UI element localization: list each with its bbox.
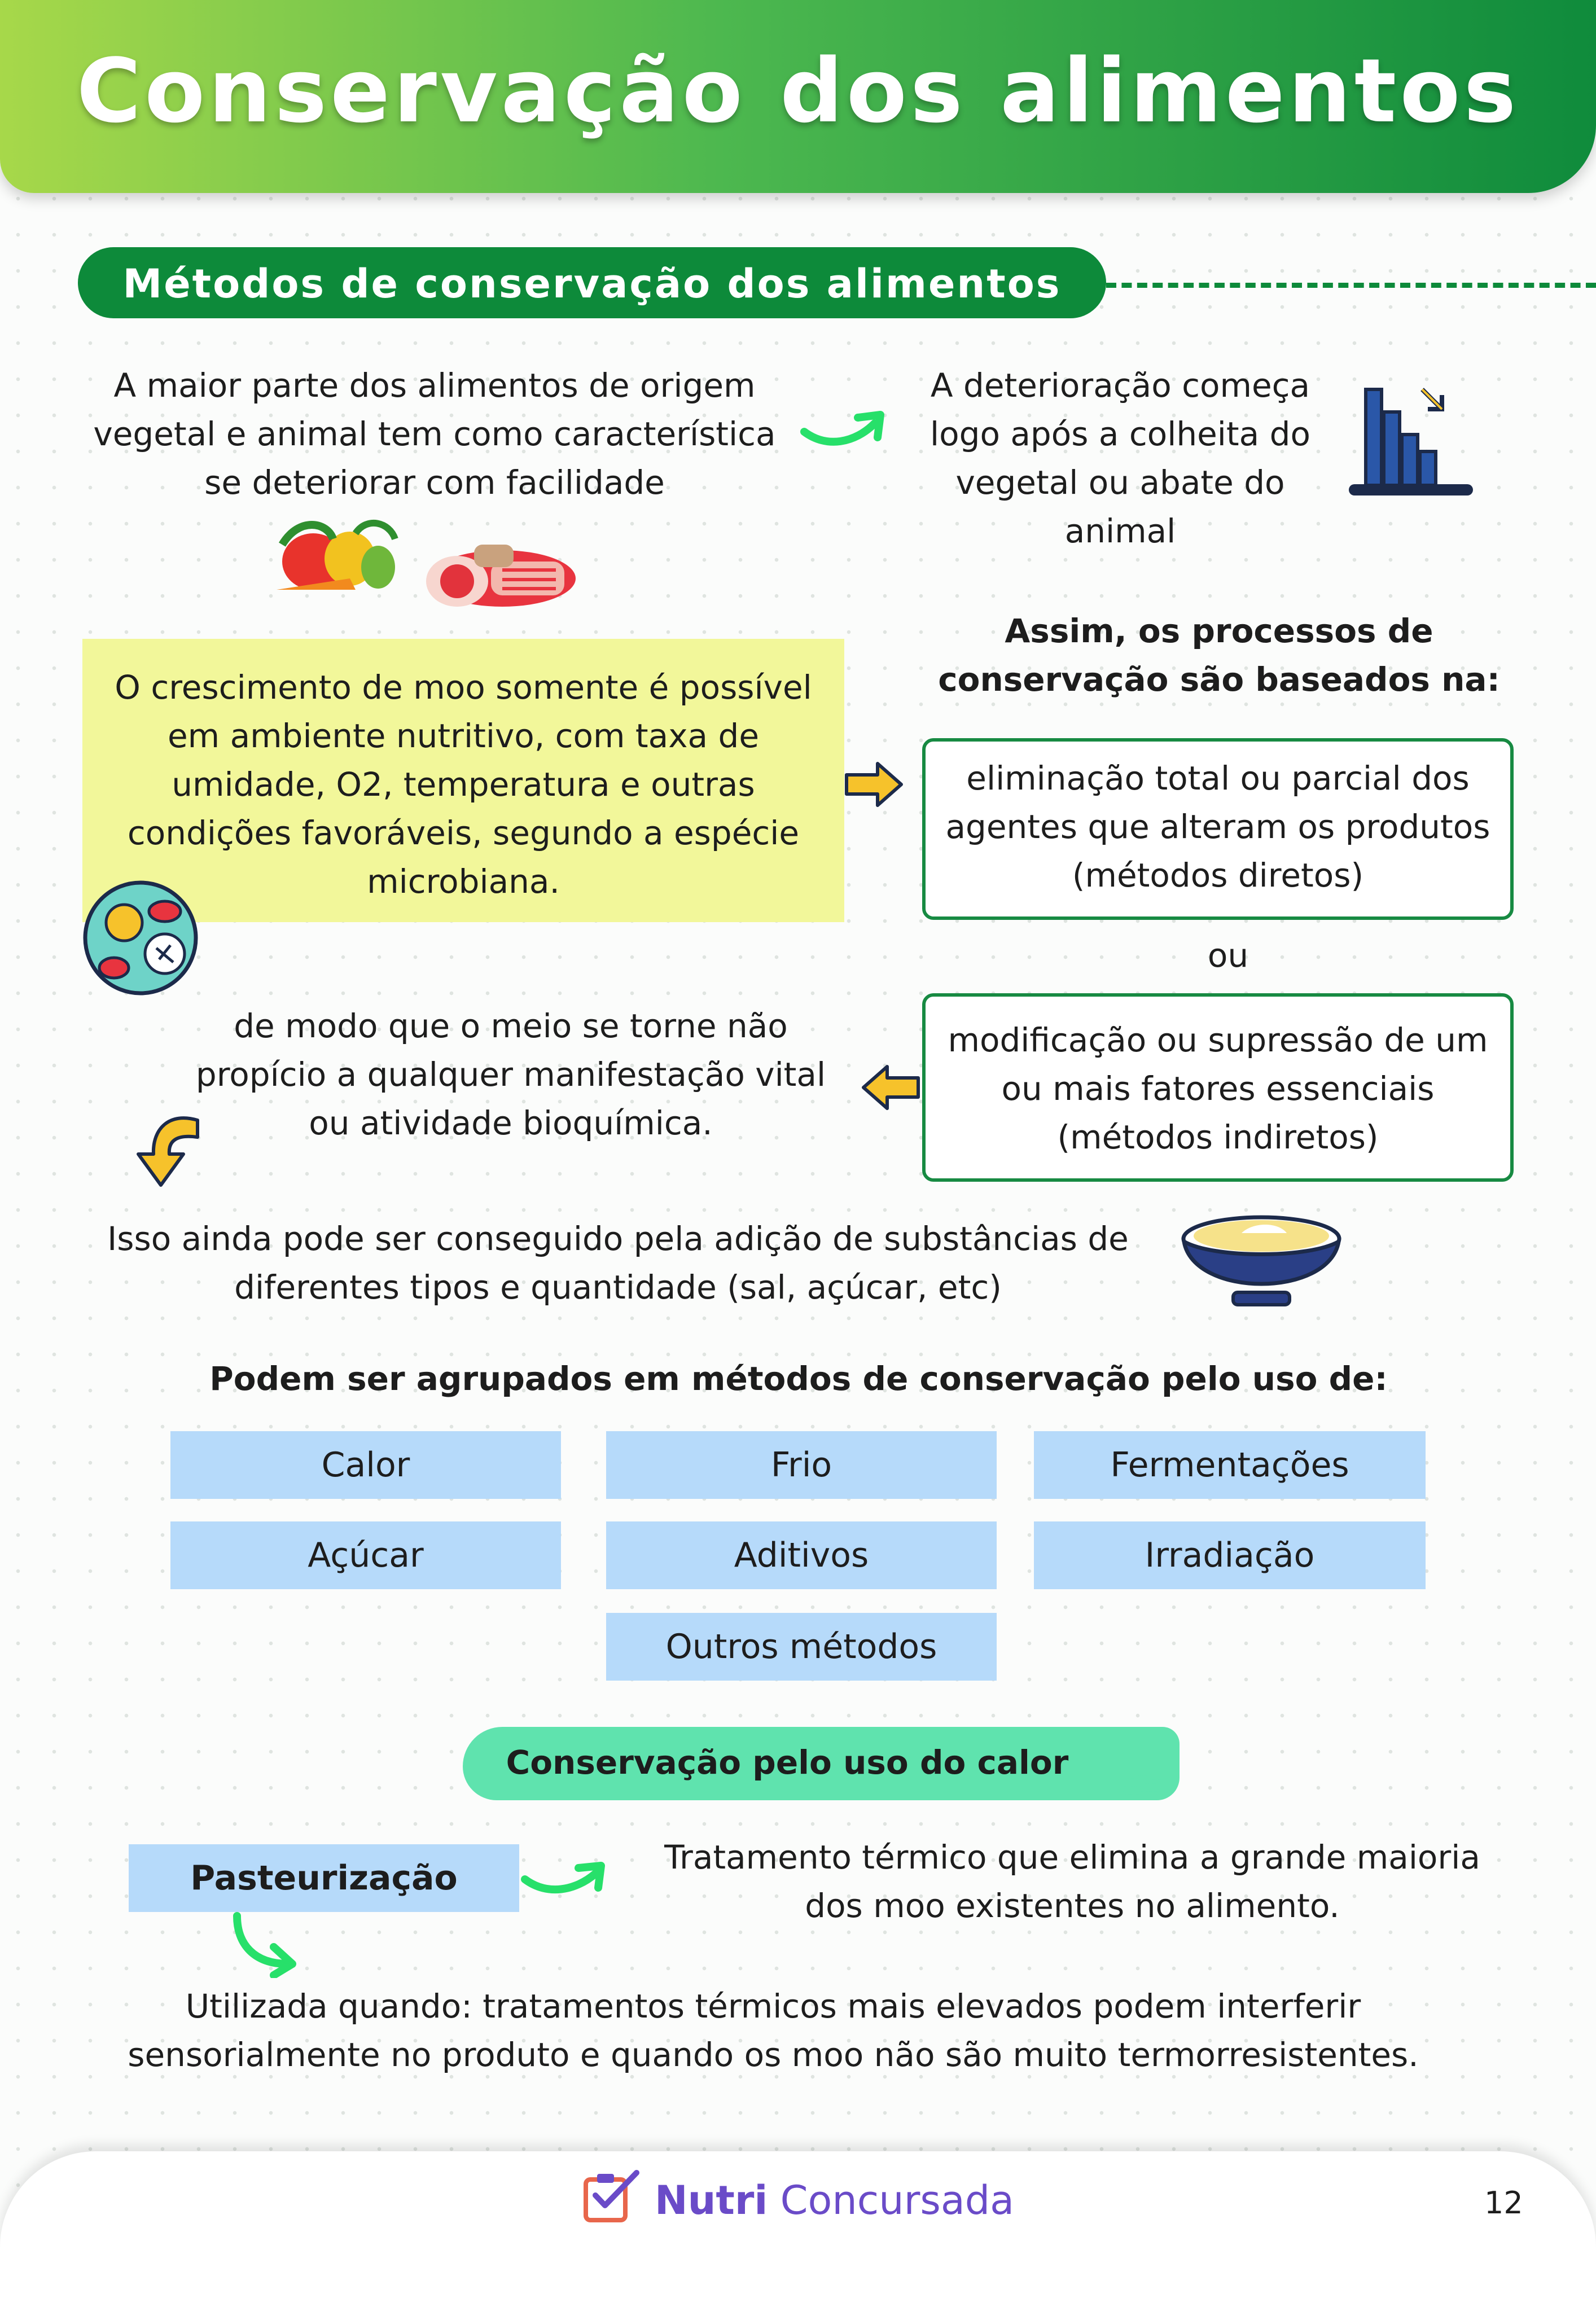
intro-line: vegetal e animal tem como característica	[93, 415, 776, 453]
substances-line: diferentes tipos e quantidade (sal, açúcar, etc)	[234, 1268, 1002, 1306]
growth-line: umidade, O2, temperatura e outras	[172, 765, 755, 804]
page-number: 12	[1484, 2185, 1523, 2221]
brush-strokes	[1123, 1772, 1180, 1800]
arrow-left-icon	[859, 1062, 921, 1113]
brand-name	[655, 2177, 1014, 2224]
pasteurization-desc-line: dos moo existentes no alimento.	[805, 1887, 1340, 1925]
logo-icon	[581, 2167, 643, 2224]
method-aditivos: Aditivos	[606, 1521, 997, 1589]
brand-bold: Nutri	[655, 2177, 768, 2224]
deterioration-line: vegetal ou abate do	[955, 463, 1285, 502]
indirect-line: (métodos indiretos)	[1057, 1118, 1379, 1156]
method-acucar: Açúcar	[170, 1521, 561, 1589]
deterioration-text	[880, 361, 1360, 555]
direct-methods-text	[926, 754, 1510, 900]
arrow-icon	[799, 404, 889, 454]
pasteurization-label: Pasteurização	[129, 1844, 519, 1912]
substances-line: Isso ainda pode ser conseguido pela adição de substâncias de	[107, 1220, 1129, 1258]
growth-line: condições favoráveis, segundo a espécie	[127, 814, 800, 852]
indirect-line: modificação ou supressão de um	[948, 1021, 1488, 1059]
intro-line: se deteriorar com facilidade	[204, 463, 665, 502]
processes-line: Assim, os processos de	[1005, 612, 1433, 650]
bar-chart-icon	[1343, 378, 1479, 502]
brand-regular: Concursada	[768, 2177, 1015, 2224]
footer	[0, 2151, 1596, 2298]
deterioration-line: animal	[1064, 512, 1176, 550]
pasteurization-usage-line: sensorialmente no produto e quando os moo não são muito termorresistentes.	[128, 2036, 1419, 2074]
arrow-right-icon	[844, 759, 906, 810]
or-label: ou	[1207, 936, 1249, 975]
section-divider	[1106, 283, 1596, 288]
arrow-icon	[519, 1857, 610, 1902]
page-title: Conservação dos alimentos	[76, 40, 1520, 142]
medium-text	[186, 1002, 835, 1147]
bowl-icon	[1180, 1213, 1343, 1315]
medium-line: de modo que o meio se torne não	[234, 1007, 788, 1045]
method-outros: Outros métodos	[606, 1613, 997, 1681]
groups-title: Podem ser agrupados em métodos de conservação pelo uso de:	[209, 1359, 1388, 1398]
processes-line: conservação são baseados na:	[938, 660, 1500, 699]
direct-line: (métodos diretos)	[1072, 856, 1364, 894]
method-irradiacao: Irradiação	[1034, 1521, 1426, 1589]
deterioration-line: logo após a colheita do	[930, 415, 1310, 453]
medium-line: ou atividade bioquímica.	[309, 1104, 713, 1142]
method-frio: Frio	[606, 1431, 997, 1499]
heat-section-title: Conservação pelo uso do calor	[506, 1743, 1069, 1782]
growth-line: O crescimento de moo somente é possível	[115, 668, 812, 707]
pasteurization-description	[632, 1833, 1512, 1930]
intro-text	[79, 361, 790, 507]
pasteurization-usage	[90, 1982, 1456, 2079]
deterioration-line: A deterioração começa	[930, 366, 1310, 405]
growth-text	[82, 663, 844, 906]
vegetables-icon	[265, 511, 406, 607]
substances-text	[96, 1214, 1140, 1312]
growth-line: microbiana.	[367, 862, 560, 901]
intro-line: A maior parte dos alimentos de origem	[113, 366, 756, 405]
pasteurization-desc-line: Tratamento térmico que elimina a grande maioria	[664, 1838, 1480, 1876]
direct-line: eliminação total ou parcial dos	[966, 759, 1470, 797]
medium-line: propício a qualquer manifestação vital	[195, 1055, 826, 1094]
section-title: Métodos de conservação dos alimentos	[122, 261, 1062, 307]
growth-line: em ambiente nutritivo, com taxa de	[167, 717, 760, 755]
pasteurization-usage-line: Utilizada quando: tratamentos térmicos mais elevados podem interferir	[185, 1987, 1361, 2025]
method-fermentacoes: Fermentações	[1034, 1431, 1426, 1499]
down-arrow-icon	[226, 1910, 305, 1978]
processes-text	[926, 607, 1512, 704]
microbe-icon	[80, 878, 201, 999]
curved-arrow-icon	[119, 1106, 209, 1191]
meat-icon	[418, 539, 581, 612]
indirect-methods-text	[926, 1016, 1510, 1161]
direct-line: agentes que alteram os produtos	[945, 808, 1490, 846]
indirect-line: ou mais fatores essenciais	[1001, 1069, 1435, 1108]
method-calor: Calor	[170, 1431, 561, 1499]
